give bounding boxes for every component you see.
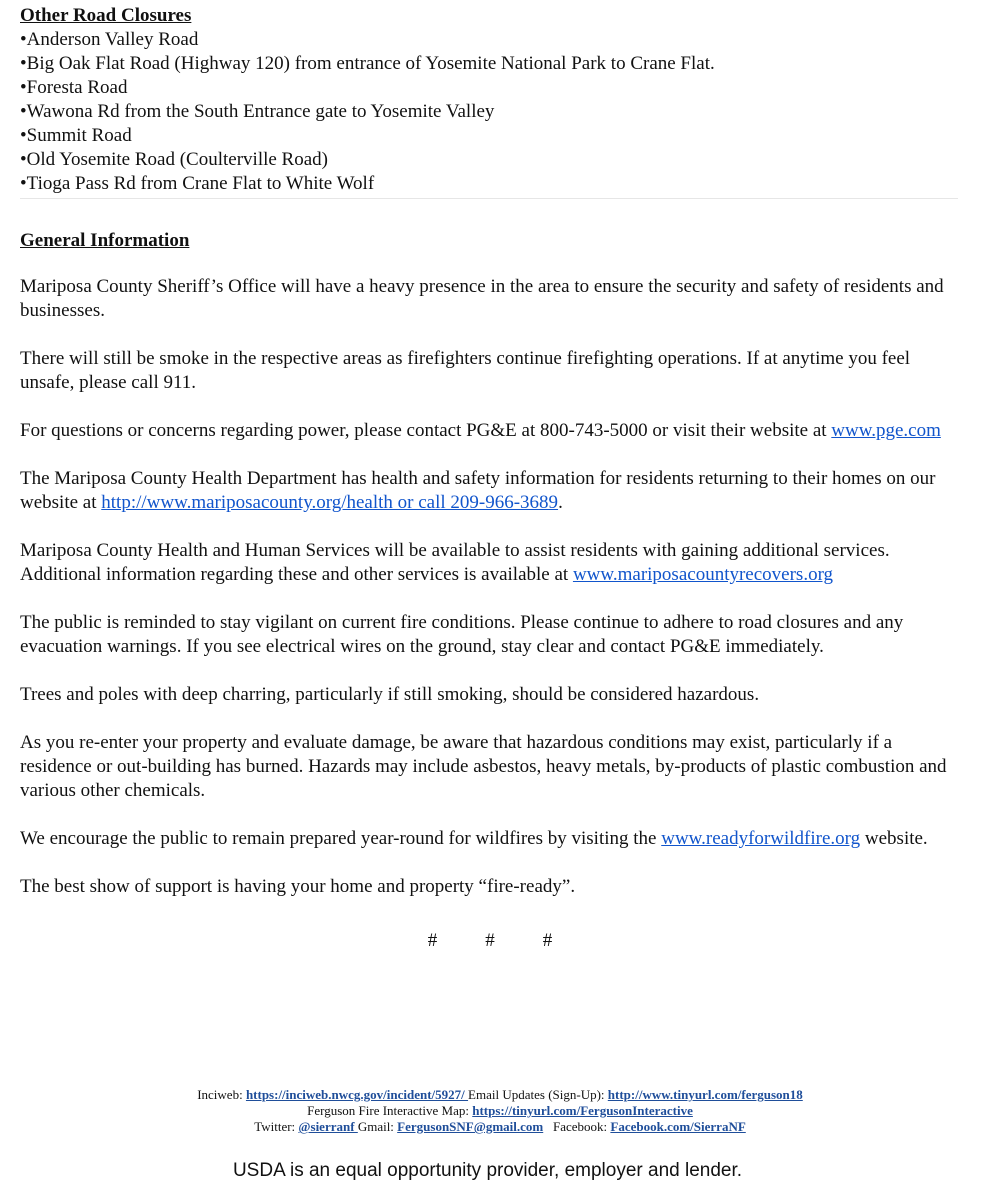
sheriff-paragraph: Mariposa County Sheriff’s Office will have a heavy presence in the area to ensure the security and safety of residents and businesses. — [20, 276, 944, 321]
hhs-text: Mariposa County Health and Human Services will be available to assist residents with gaining additional services. Additional information regarding these and other services is available at — [20, 540, 890, 585]
power-paragraph — [20, 419, 960, 443]
support-paragraph: The best show of support is having your home and property “fire-ready”. — [20, 876, 576, 897]
list-item: •Wawona Rd from the South Entrance gate to Yosemite Valley — [20, 101, 495, 122]
facebook-link[interactable]: Facebook.com/SierraNF — [610, 1119, 746, 1134]
inciweb-link[interactable]: https://inciweb.nwcg.gov/incident/5927/ — [245, 1087, 469, 1102]
list-item: •Tioga Pass Rd from Crane Flat to White Wolf — [20, 173, 375, 194]
gmail-link[interactable]: FergusonSNF@gmail.com — [397, 1119, 544, 1134]
email-label: Email Updates (Sign-Up): — [468, 1087, 608, 1102]
facebook-label: Facebook: — [543, 1119, 611, 1134]
list-item: •Summit Road — [20, 125, 132, 146]
footer-line-3 — [0, 1119, 1000, 1135]
footer-line-1 — [0, 1087, 1000, 1103]
hash-mark: # — [427, 930, 438, 951]
road-closures-list — [20, 28, 958, 199]
smoke-paragraph: There will still be smoke in the respective areas as firefighters continue firefighting operations. If at anytime you feel unsafe, please call 911. — [20, 348, 911, 393]
list-item: •Anderson Valley Road — [20, 29, 199, 50]
contact-footer — [0, 1087, 1000, 1135]
map-label: Ferguson Fire Interactive Map: — [307, 1103, 473, 1118]
list-item: •Big Oak Flat Road (Highway 120) from entrance of Yosemite National Park to Crane Flat. — [20, 53, 715, 74]
document-page — [20, 4, 960, 953]
prepared-paragraph — [20, 827, 960, 851]
inciweb-label: Inciweb: — [197, 1087, 246, 1102]
pge-link[interactable]: www.pge.com — [831, 420, 941, 441]
hash-mark: # — [485, 930, 495, 951]
hhs-paragraph — [20, 539, 960, 587]
prepared-text: We encourage the public to remain prepared year-round for wildfires by visiting the — [20, 828, 662, 849]
trees-paragraph: Trees and poles with deep charring, particularly if still smoking, should be considered hazardous. — [20, 684, 760, 705]
list-item: •Old Yosemite Road (Coulterville Road) — [20, 149, 328, 170]
hazards-paragraph: As you re-enter your property and evaluate damage, be aware that hazardous conditions may exist, particularly if a residence or out-building has burned. Hazards may include asbestos, heavy metals, by-products of plastic combustion and various other chemicals. — [20, 732, 947, 801]
health-text: The Mariposa County Health Department has health and safety information for residents returning to their homes on our website at — [20, 468, 936, 513]
usda-statement: USDA is an equal opportunity provider, employer and lender. — [232, 1160, 743, 1181]
vigilant-paragraph: The public is reminded to stay vigilant on current fire conditions. Please continue to adhere to road closures and any evacuation warnings. If you see electrical wires on the ground, stay clear and contact PG&E immediately. — [20, 612, 904, 657]
health-end: . — [558, 492, 563, 513]
gmail-label: Gmail: — [357, 1119, 398, 1134]
interactive-map-link[interactable]: https://tinyurl.com/FergusonInteractive — [472, 1103, 693, 1118]
recovers-link[interactable]: www.mariposacountyrecovers.org — [572, 564, 834, 585]
health-paragraph — [20, 467, 960, 515]
twitter-label: Twitter: — [254, 1119, 299, 1134]
footer-line-2 — [0, 1103, 1000, 1119]
hash-mark: # — [542, 930, 553, 951]
readyforwildfire-link[interactable]: www.readyforwildfire.org — [661, 828, 861, 849]
health-link[interactable]: http://www.mariposacounty.org/health or call 209-966-3689 — [101, 492, 559, 513]
list-item: •Foresta Road — [20, 77, 128, 98]
general-info-title: General Information — [20, 230, 190, 251]
power-text: For questions or concerns regarding power, please contact PG&E at 800-743-5000 or visit their website at — [20, 420, 832, 441]
road-closures-title: Other Road Closures — [20, 5, 192, 26]
twitter-link[interactable]: @sierranf — [298, 1119, 358, 1134]
prepared-end: website. — [860, 828, 928, 849]
email-updates-link[interactable]: http://www.tinyurl.com/ferguson18 — [607, 1087, 803, 1102]
end-marks — [20, 929, 960, 953]
